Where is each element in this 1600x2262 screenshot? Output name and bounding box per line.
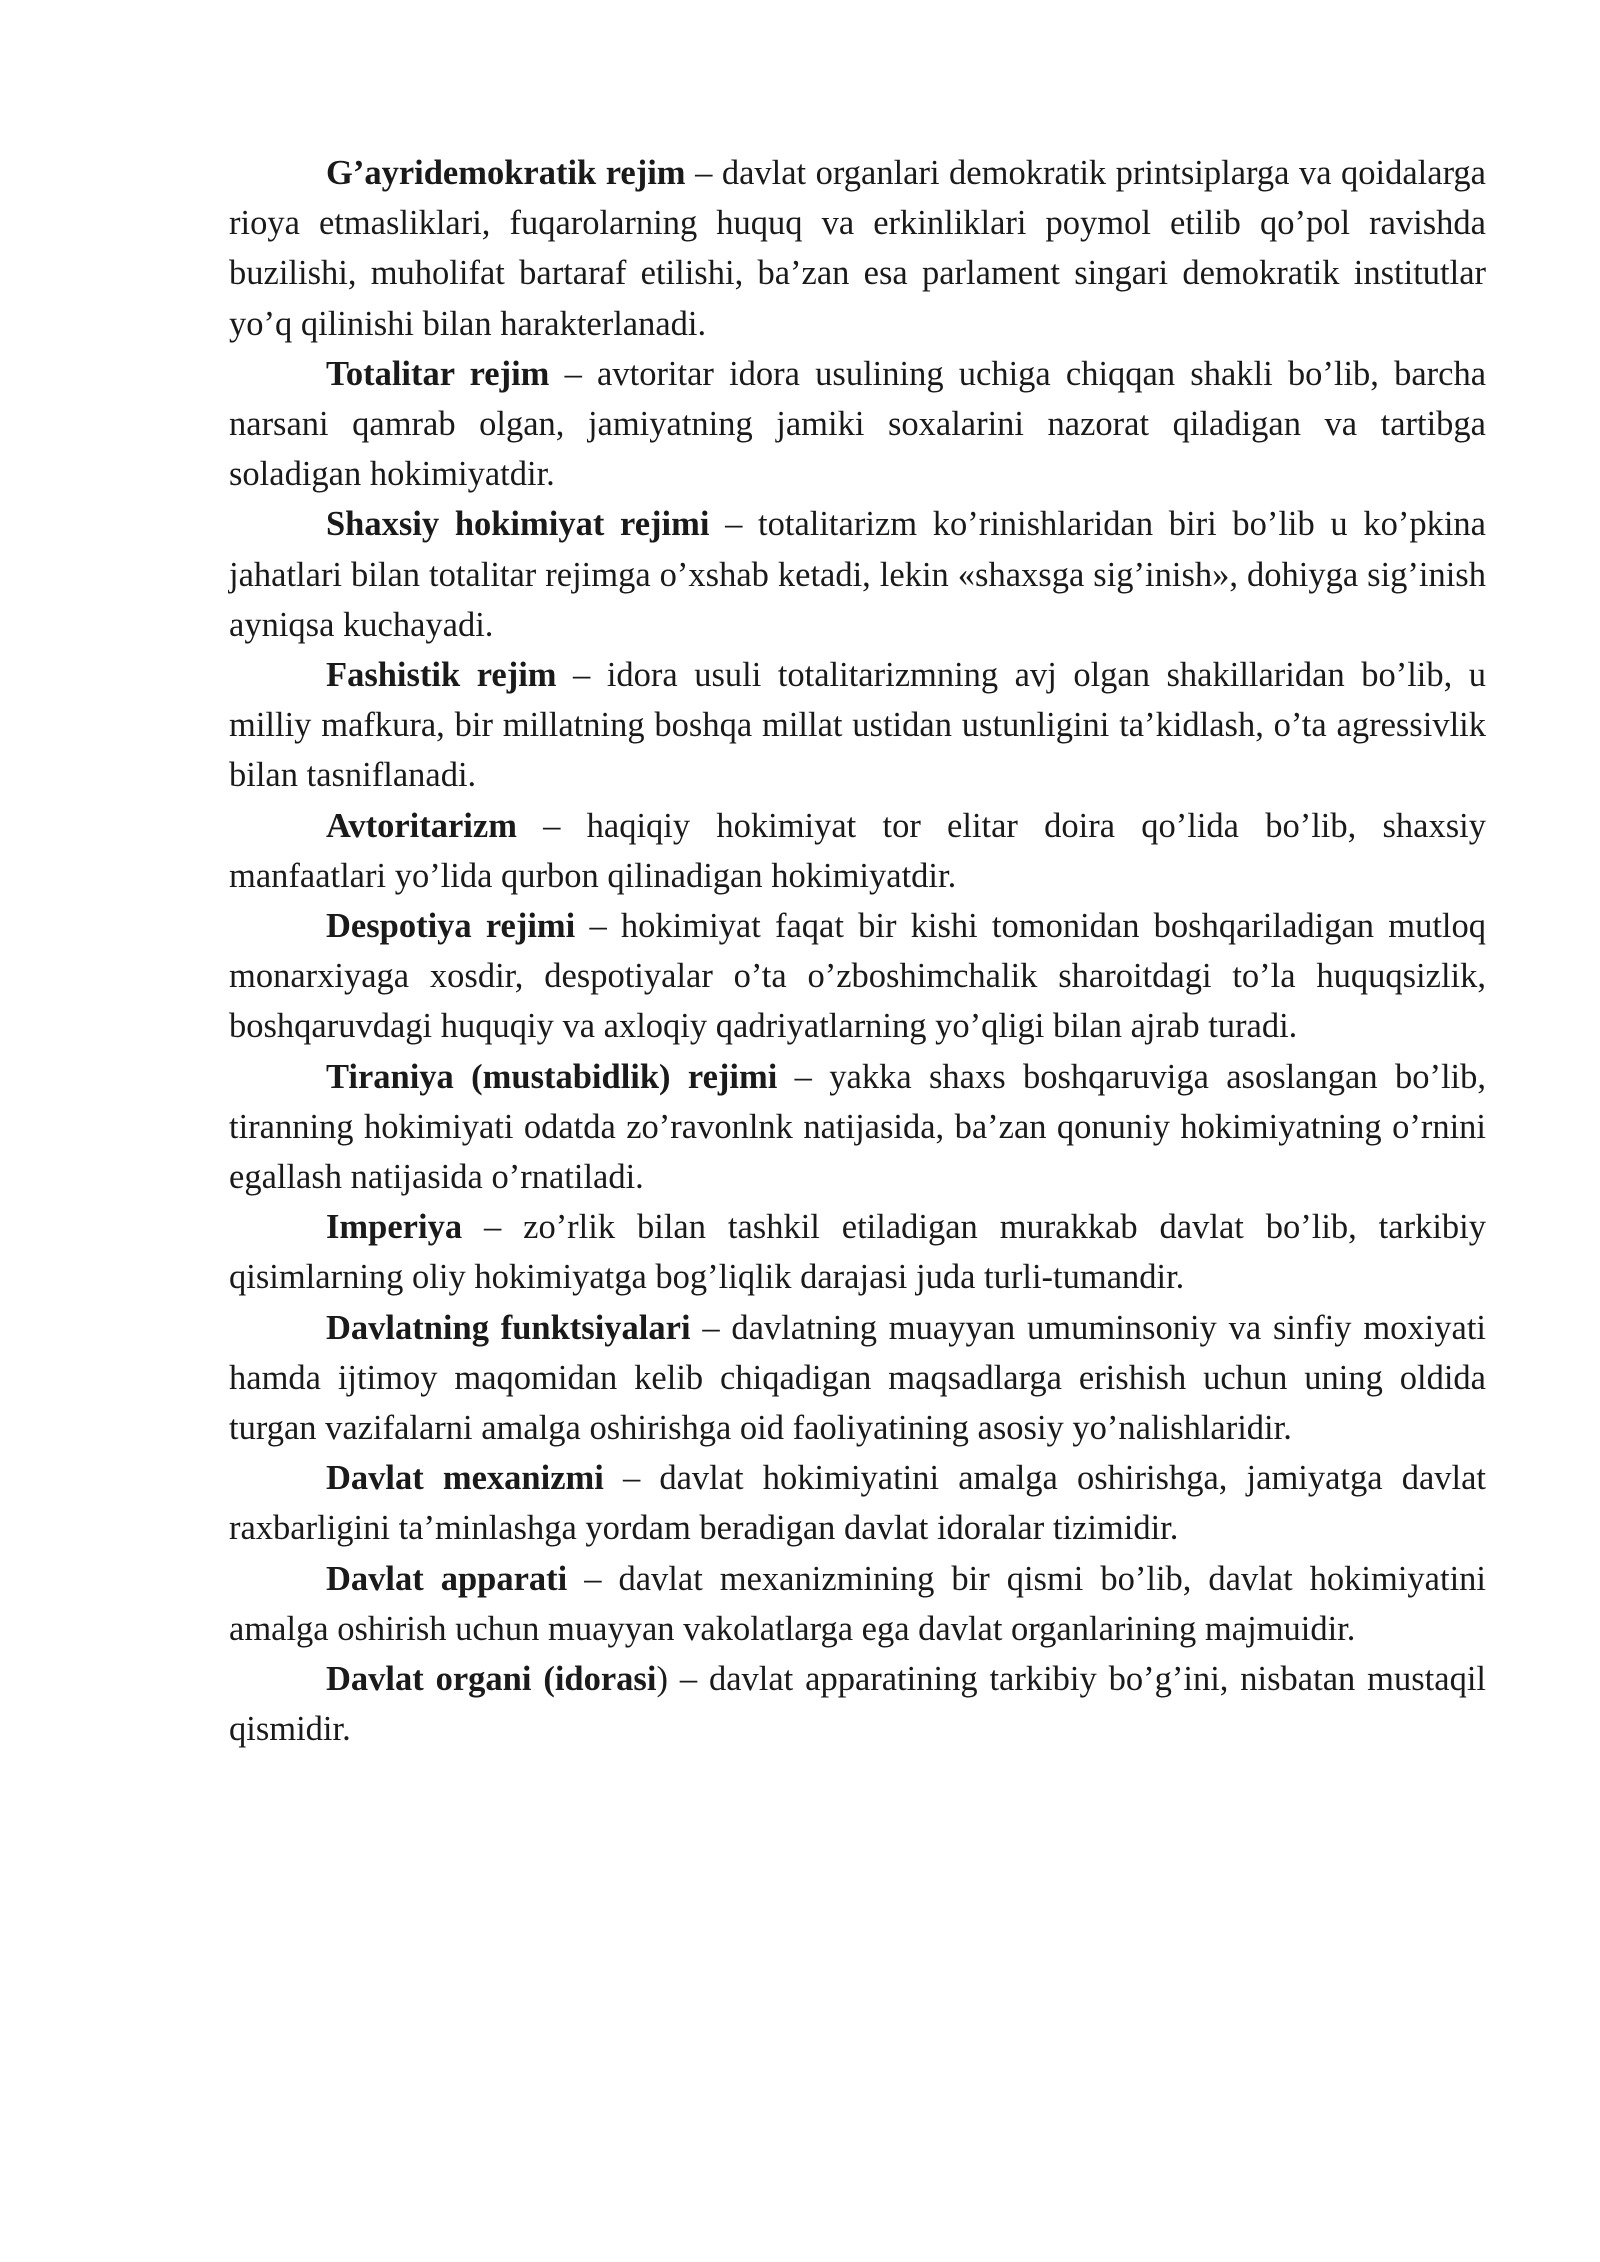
definition-term: Davlat apparati	[326, 1559, 568, 1598]
definition-paragraph	[229, 1654, 1486, 1754]
definition-paragraph	[229, 499, 1486, 650]
definition-paragraph	[229, 650, 1486, 801]
definition-text: – yakka shaxs boshqaruviga asoslangan bo’lib, tiranning hokimiyati odatda zo’ravonlnk natijasida, ba’zan qonuniy hokimiyatning o’rnini egallash natijasida o’rnatiladi.	[229, 1057, 1486, 1197]
definition-text: – idora usuli totalitarizmning avj olgan shakillaridan bo’lib, u milliy mafkura, bir millatning boshqa millat ustidan ustunligini ta’kidlash, o’ta agressivlik bilan tasniflanadi.	[229, 656, 1486, 795]
definition-term: Fashistik rejim	[326, 656, 557, 695]
definition-text: – davlatning muayyan umuminsoniy va sinfiy moxiyati hamda ijtimoy maqomidan kelib chiqadigan maqsadlarga erishish uchun uning oldida turgan vazifalarni amalga oshirishga oid faoliyatining asosiy yo’nalishlaridir.	[229, 1308, 1486, 1448]
definition-text: – davlat hokimiyatini amalga oshirishga, jamiyatga davlat raxbarligini ta’minlashga yordam beradigan davlat idoralar tizimidir.	[229, 1459, 1486, 1548]
definition-text: – hokimiyat faqat bir kishi tomonidan boshqariladigan mutloq monarxiyaga xosdir, despotiyalar o’ta o’zboshimchalik sharoitdagi to’la huquqsizlik, boshqaruvdagi huquqiy va axloqiy qadriyatlarning yo’qligi bilan ajrab turadi.	[229, 907, 1486, 1046]
term-tail: )	[656, 1660, 668, 1699]
definition-term: Davlat mexanizmi	[326, 1459, 604, 1498]
definition-term: G’ayridemokratik rejim	[326, 154, 686, 192]
definition-text: – totalitarizm ko’rinishlaridan biri bo’lib u ko’pkina jahatlari bilan totalitar rejimga o’xshab ketadi, lekin «shaxsga sig’inish», dohiyga sig’inish ayniqsa kuchayadi.	[229, 505, 1486, 644]
definition-paragraph	[229, 1052, 1486, 1203]
definition-text: – davlat apparatining tarkibiy bo’g’ini, nisbatan mustaqil qismidir.	[229, 1660, 1486, 1749]
definition-text: – haqiqiy hokimiyat tor elitar doira qo’lida bo’lib, shaxsiy manfaatlari yo’lida qurbon qilinadigan hokimiyatdir.	[229, 806, 1486, 895]
definition-term: Imperiya	[326, 1208, 463, 1247]
definition-term: Davlat organi (idorasi	[326, 1660, 657, 1699]
definition-paragraph	[229, 1202, 1486, 1302]
definition-paragraph	[229, 801, 1486, 901]
definition-term: Despotiya rejimi	[326, 907, 576, 946]
definition-paragraph	[229, 1554, 1486, 1654]
definition-paragraph	[229, 1453, 1486, 1553]
definition-paragraph	[229, 1303, 1486, 1454]
definition-paragraph	[229, 901, 1486, 1052]
definition-paragraph	[229, 349, 1486, 500]
definition-paragraph	[229, 148, 1486, 349]
definition-term: Totalitar rejim	[326, 354, 550, 393]
definition-term: Tiraniya (mustabidlik) rejimi	[326, 1057, 778, 1096]
definition-text: – davlat organlari demokratik printsiplarga va qoidalarga rioya etmasliklari, fuqarolarning huquq va erkinliklari poymol etilib qo’pol ravishda buzilishi, muholifat bartaraf etilishi, ba’zan esa parlament singari demokratik institutlar yo’q qilinishi bilan harakterlanadi.	[229, 154, 1486, 343]
definition-term: Davlatning funktsiyalari	[326, 1308, 691, 1347]
definition-text: – zo’rlik bilan tashkil etiladigan murakkab davlat bo’lib, tarkibiy qisimlarning oliy hokimiyatga bog’liqlik darajasi juda turli-tumandir.	[229, 1208, 1486, 1297]
document-page	[229, 148, 1486, 1755]
definition-text: – davlat mexanizmining bir qismi bo’lib, davlat hokimiyatini amalga oshirish uchun muayyan vakolatlarga ega davlat organlarining majmuidir.	[229, 1559, 1487, 1648]
definition-term: Shaxsiy hokimiyat rejimi	[326, 505, 710, 544]
definition-text: – avtoritar idora usulining uchiga chiqqan shakli bo’lib, barcha narsani qamrab olgan, jamiyatning jamiki soxalarini nazorat qiladigan va tartibga soladigan hokimiyatdir.	[229, 354, 1487, 494]
definition-term: Avtoritarizm	[326, 806, 517, 845]
